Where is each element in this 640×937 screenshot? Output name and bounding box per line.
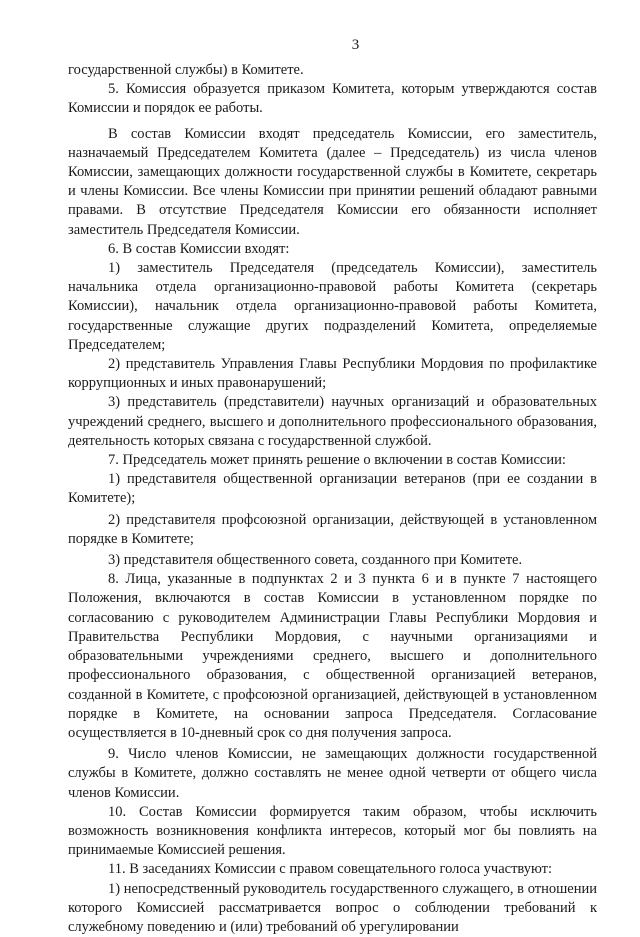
paragraph-item-6-1: 1) заместитель Председателя (председатель Комиссии), заместитель начальника отдела организационно-правовой работы Комитета (секретарь Комиссии), начальник отдела организационно-правовой работы Комитета, государственные служащие других подразделений Комитета, определяемые Председателем; — [68, 260, 597, 353]
paragraph-item-5: 5. Комиссия образуется приказом Комитета, которым утверждаются состав Комиссии и порядок ее работы. — [68, 81, 597, 117]
paragraph-item-7-2: 2) представителя профсоюзной организации, действующей в установленном порядке в Комитете; — [68, 511, 597, 547]
paragraph-item-10: 10. Состав Комиссии формируется таким образом, чтобы исключить возможность возникновения конфликта интересов, который мог бы повлиять на принимаемые Комиссией решения. — [68, 803, 597, 859]
paragraph-item-8: 8. Лица, указанные в подпунктах 2 и 3 пункта 6 и в пункте 7 настоящего Положения, включаются в состав Комиссии в установленном порядке по согласованию с руководителем Администрации Главы Республики Мордовия и Правительства Республики Мордовия, с научными организациями и образовательными учреждениями среднего, высшего и дополнительного профессионального образования, с общественной организацией ветеранов, созданной в Комитете, с профсоюзной организацией, действующей в установленном порядке в Комитете, на основании запроса Председателя. Согласование осуществляется в 10-дневный срок со дня получения запроса. — [68, 571, 597, 741]
paragraph-item-11: 11. В заседаниях Комиссии с правом совещательного голоса участвуют: — [108, 861, 553, 878]
paragraph-commission-composition: В состав Комиссии входят председатель Комиссии, его заместитель, назначаемый Председателем Комитета (далее – Председатель) из числа членов Комиссии, замещающих должности государственной службы в Комитете, секретарь и члены Комиссии. Все члены Комиссии при принятии решений обладают равными правами. В отсутствие Председателя Комиссии его обязанности исполняет заместитель Председателя Комиссии. — [68, 125, 597, 238]
paragraph-item-11-1: 1) непосредственный руководитель государственного служащего, в отношении которого Комиссией рассматривается вопрос о соблюдении требований к служебному поведению и (или) требований об урегулировании — [68, 880, 597, 935]
paragraph-item-7-1: 1) представителя общественной организации ветеранов (при ее создании в Комитете); — [68, 471, 597, 507]
paragraph-item-6: 6. В состав Комиссии входят: — [108, 240, 290, 257]
paragraph-item-6-3: 3) представитель (представители) научных организаций и образовательных учреждений среднего, высшего и дополнительного профессионального образования, деятельность которых связана с государственной службой. — [68, 394, 597, 449]
page-number: 3 — [351, 37, 360, 53]
paragraph-item-6-2: 2) представитель Управления Главы Республики Мордовия по профилактике коррупционных и иных правонарушений; — [68, 356, 597, 392]
paragraph-item-7: 7. Председатель может принять решение о включении в состав Комиссии: — [108, 452, 566, 469]
document-body — [68, 61, 597, 937]
paragraph-continuation: государственной службы) в Комитете. — [68, 62, 304, 78]
paragraph-item-7-3: 3) представителя общественного совета, созданного при Комитете. — [108, 552, 523, 569]
paragraph-item-9: 9. Число членов Комиссии, не замещающих должности государственной службы в Комитете, должно составлять не менее одной четверти от общего числа членов Комиссии. — [68, 746, 597, 801]
